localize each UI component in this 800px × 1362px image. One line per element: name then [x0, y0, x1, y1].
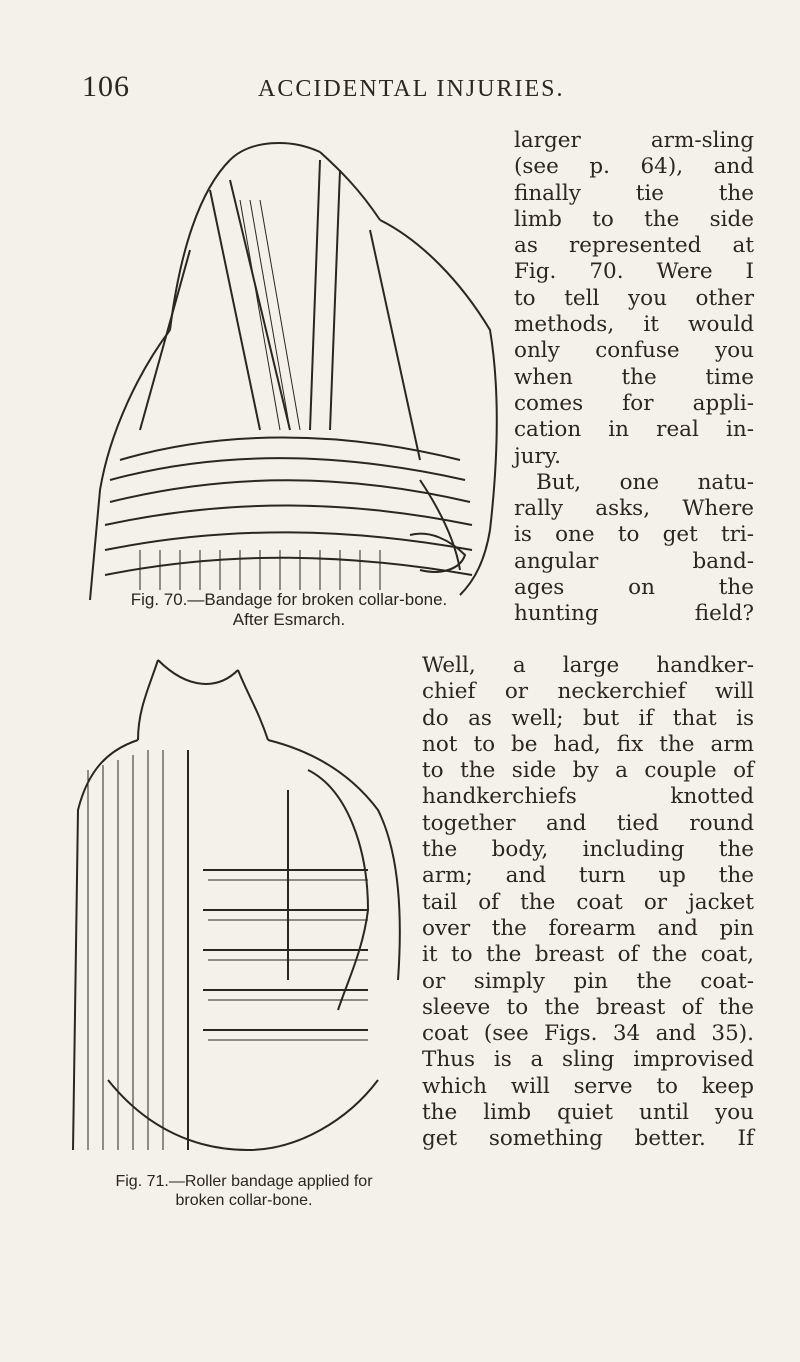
text-line: the limb quiet until you — [422, 1100, 754, 1126]
text-line: the body, including the — [422, 837, 754, 863]
text-line: But, one natu- — [536, 469, 754, 495]
text-line: Well, a large handker- — [422, 653, 754, 678]
text-line: sleeve to the breast of the — [422, 994, 754, 1020]
text-line: is one to get tri- — [514, 522, 754, 548]
text-line: larger arm-sling — [514, 128, 754, 153]
figure-71-caption-line-2: broken collar-bone. — [175, 1192, 313, 1209]
text-line: ages on the — [514, 575, 754, 601]
body-text-wide-column — [422, 653, 754, 1153]
text-line: finally tie the — [514, 180, 754, 206]
figure-70-caption-line-1: Fig. 70.—Bandage for broken collar-bone. — [130, 590, 448, 609]
text-line: comes for appli- — [514, 390, 754, 416]
text-line: coat (see Figs. 34 and 35). — [422, 1021, 754, 1047]
text-line: when the time — [514, 364, 754, 390]
text-line: rally asks, Where — [514, 496, 754, 522]
text-line: tail of the coat or jacket — [422, 889, 754, 915]
text-line: handkerchiefs knotted — [422, 784, 754, 810]
figure-70-caption — [64, 590, 514, 630]
text-line: it to the breast of the coat, — [422, 942, 754, 968]
text-line: arm; and turn up the — [422, 863, 754, 889]
figure-71-caption — [64, 1172, 424, 1210]
page-header — [82, 70, 642, 110]
running-head: ACCIDENTAL INJURIES. — [258, 76, 565, 102]
text-line: Thus is a sling improvised — [422, 1047, 754, 1073]
text-line: do as well; but if that is — [422, 705, 754, 731]
text-line: or simply pin the coat- — [422, 968, 754, 994]
figure-70-drawing — [80, 130, 510, 600]
figure-71-caption-line-1: Fig. 71.—Roller bandage applied for — [115, 1173, 373, 1190]
text-line: jury. — [514, 443, 561, 469]
figure-70-caption-line-2: After Esmarch. — [232, 610, 346, 629]
text-line: to tell you other — [514, 285, 754, 311]
figure-71-illustration — [68, 650, 428, 1170]
figure-71-drawing — [68, 650, 428, 1170]
text-line: as represented at — [514, 233, 754, 259]
figure-70-illustration — [80, 130, 510, 600]
text-line: which will serve to keep — [422, 1073, 754, 1099]
text-line: together and tied round — [422, 810, 754, 836]
text-line: angular band- — [514, 548, 754, 574]
text-line: to the side by a couple of — [422, 758, 754, 784]
text-line: limb to the side — [514, 206, 754, 232]
text-line: over the forearm and pin — [422, 915, 754, 941]
text-line: not to be had, fix the arm — [422, 731, 754, 757]
text-line: only confuse you — [514, 338, 754, 364]
text-line: methods, it would — [514, 312, 754, 338]
body-text-narrow-column — [514, 128, 754, 628]
page-number: 106 — [82, 70, 130, 103]
text-line: Fig. 70. Were I — [514, 259, 754, 285]
text-line: cation in real in- — [514, 417, 754, 443]
text-line: chief or neckerchief will — [422, 679, 754, 705]
text-line: hunting field? — [514, 601, 754, 627]
text-line: (see p. 64), and — [514, 154, 754, 180]
text-line: get something better. If — [422, 1126, 754, 1152]
